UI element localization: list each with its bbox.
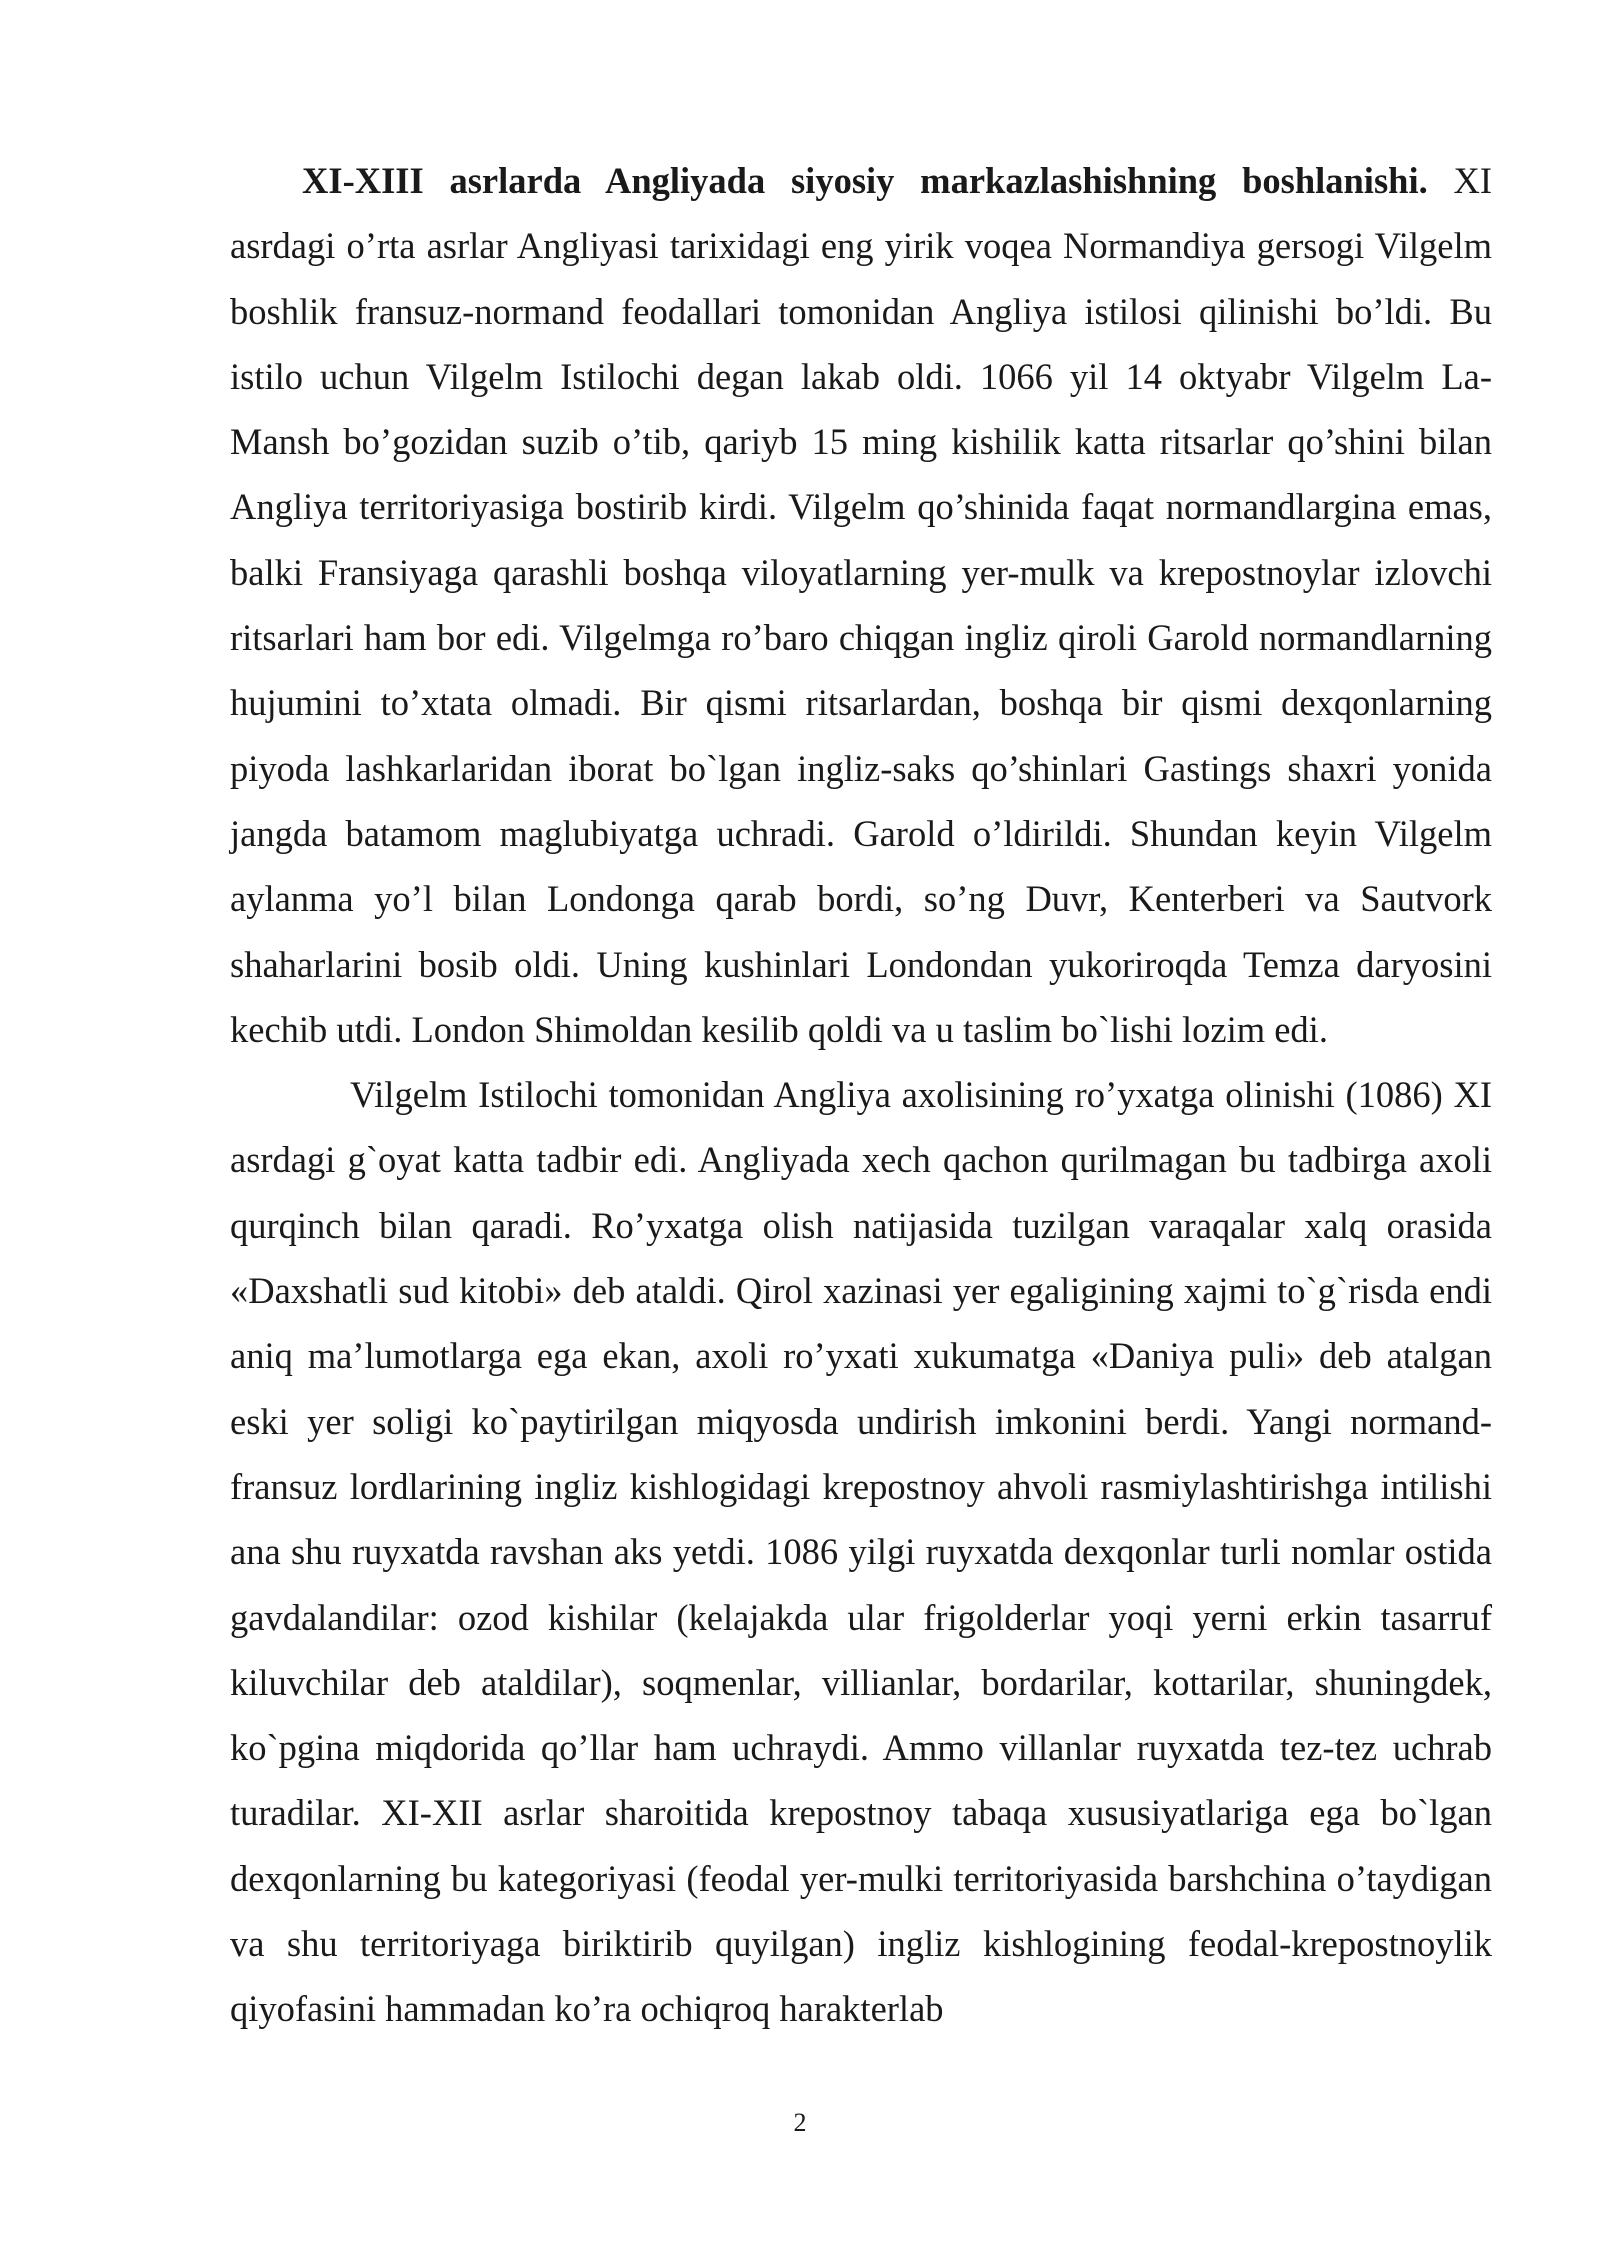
paragraph-2-text: Vilgelm Istilochi tomonidan Angliya axolisining ro’yxatga olinishi (1086) XI asrdagi g`oyat katta tadbir edi. Angliyada xech qachon qurilmagan bu tadbirga axoli qurqinch bilan qaradi. Ro’yxatga olish natijasida tuzilgan varaqalar xalq orasida «Daxshatli sud kitobi» deb ataldi. Qirol xazinasi yer egaligining xajmi to`g`risda endi aniq ma’lumotlarga ega ekan, axoli ro’yxati xukumatga «Daniya puli» deb atalgan eski yer soligi ko`paytirilgan miqyosda undirish imkonini berdi. Yangi normand-fransuz lordlarining ingliz kishlogidagi krepostnoy ahvoli rasmiylashtirishga intilishi ana shu ruyxatda ravshan aks yetdi. 1086 yilgi ruyxatda dexqonlar turli nomlar ostida gavdalandilar: ozod kishilar (kelajakda ular frigolderlar yoqi yerni erkin tasarruf kiluvchilar deb ataldilar), soqmenlar, villianlar, bordarilar, kottarilar, shuningdek, ko`pgina miqdorida qo’llar ham uchraydi. Ammo villanlar ruyxatda tez-tez uchrab turadilar. XI-XII asrlar sharoitida krepostnoy tabaqa xususiyatlariga ega bo`lgan dexqonlarning bu kategoriyasi (feodal yer-mulki territoriyasida barshchina o’taydigan va shu territoriyaga biriktirib quyilgan) ingliz kishlogining feodal-krepostnoylik qiyofasini hammadan ko’ra ochiqroq harakterlab (230, 1074, 1492, 2030)
paragraph-1 (230, 148, 1492, 1062)
section-heading: XI-XIII asrlarda Angliyada siyosiy markazlashishning boshlanishi. (302, 160, 1428, 201)
document-page (230, 148, 1492, 2042)
page-number: 2 (793, 2108, 807, 2137)
paragraph-2 (230, 1062, 1492, 2041)
paragraph-1-text: XI asrdagi o’rta asrlar Angliyasi tarixidagi eng yirik voqea Normandiya gersogi Vilgelm boshlik fransuz-normand feodallari tomonidan Angliya istilosi qilinishi bo’ldi. Bu istilo uchun Vilgelm Istilochi degan lakab oldi. 1066 yil 14 oktyabr Vilgelm La-Mansh bo’gozidan suzib o’tib, qariyb 15 ming kishilik katta ritsarlar qo’shini bilan Angliya territoriyasiga bostirib kirdi. Vilgelm qo’shinida faqat normandlargina emas, balki Fransiyaga qarashli boshqa viloyatlarning yer-mulk va krepostnoylar izlovchi ritsarlari ham bor edi. Vilgelmga ro’baro chiqgan ingliz qiroli Garold normandlarning hujumini to’xtata olmadi. Bir qismi ritsarlardan, boshqa bir qismi dexqonlarning piyoda lashkarlaridan iborat bo`lgan ingliz-saks qo’shinlari Gastings shaxri yonida jangda batamom maglubiyatga uchradi. Garold o’ldirildi. Shundan keyin Vilgelm aylanma yo’l bilan Londonga qarab bordi, so’ng Duvr, Kenterberi va Sautvork shaharlarini bosib oldi. Uning kushinlari Londondan yukoriroqda Temza daryosini kechib utdi. London Shimoldan kesilib qoldi va u taslim bo`lishi lozim edi. (230, 160, 1492, 1050)
